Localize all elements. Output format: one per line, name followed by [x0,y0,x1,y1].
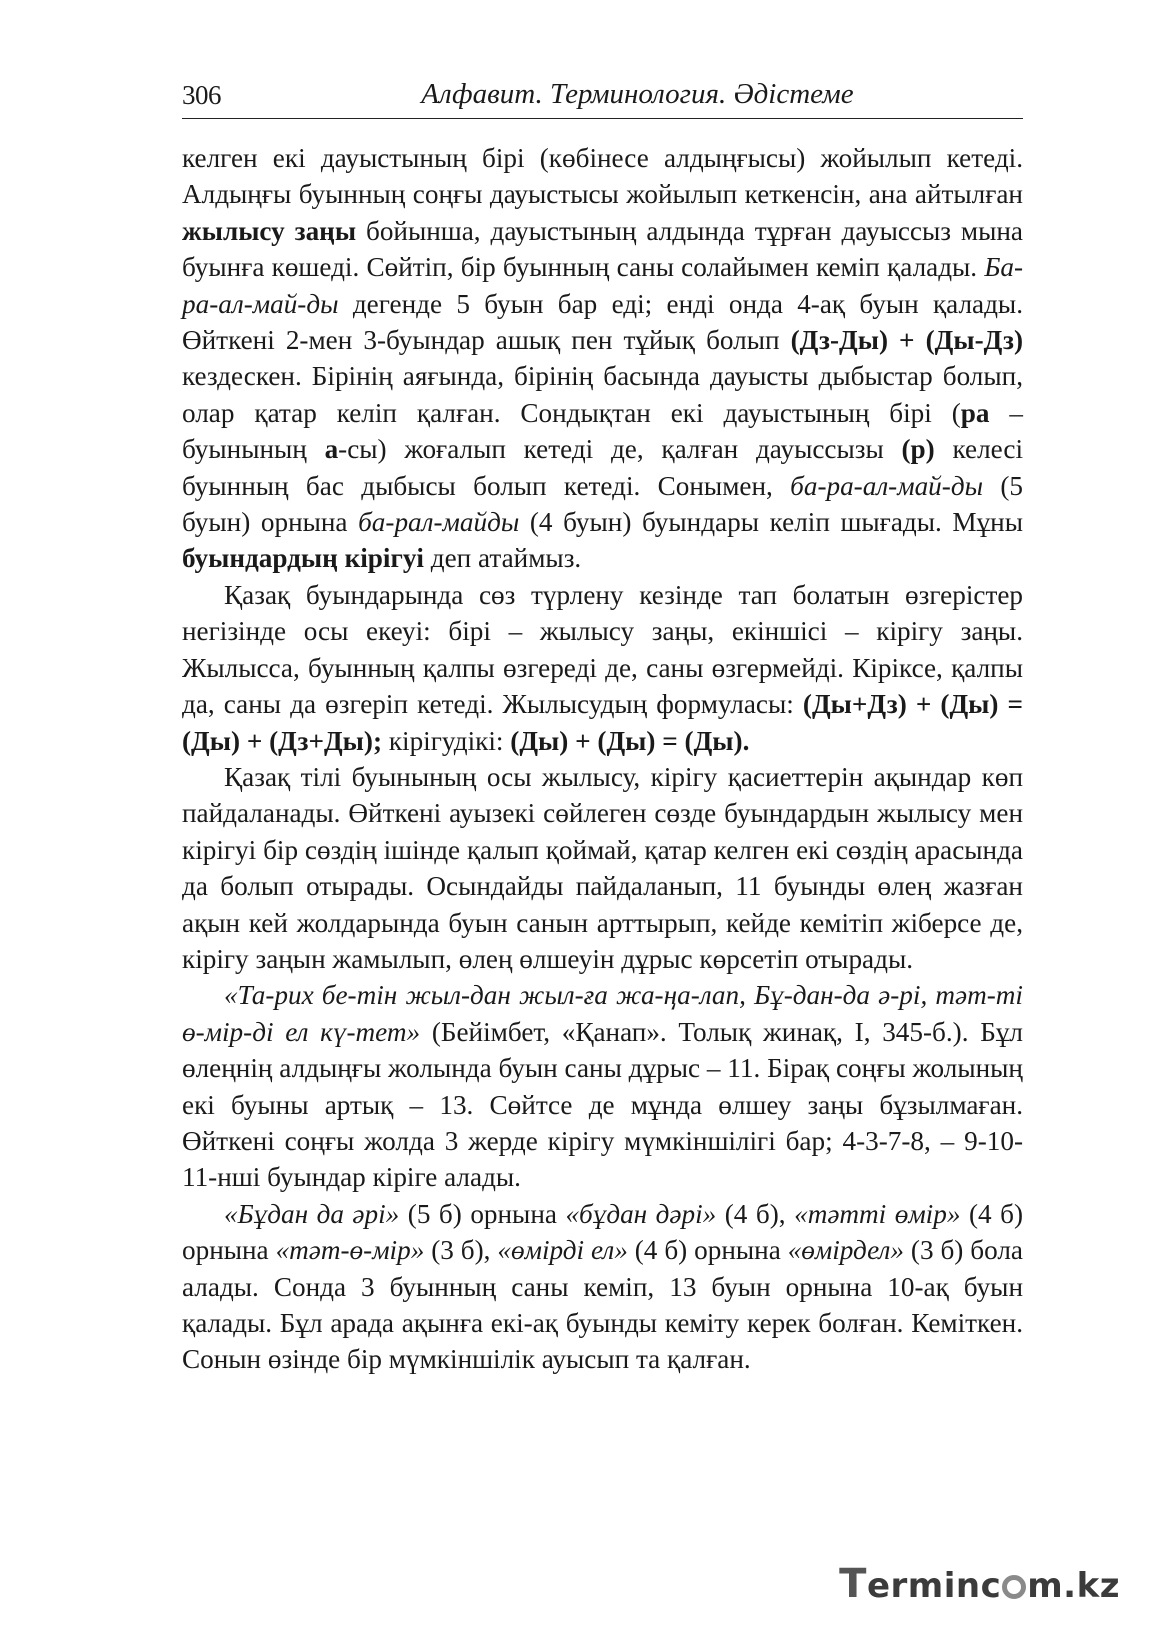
italic-example: ба-ра-ал-май-ды [790,470,983,501]
text-run: келесі буынның бас дыбысы болып кетеді. Сонымен, [182,434,1024,501]
bold-term: (Ды+Дз) + (Ды) = (Ды) + (Дз+Ды); [182,689,1023,756]
text-run: (Бейімбет, «Қанап». Толық жинақ, I, 345-б.). Бұл өлеңнің алдыңғы жолында буын саны дұрыс – 11. Бірақ соңғы жолының екі буыны артық – 13. Сөйтсе де мұнда өлшеу заңы бұзылмаған. Өйткені соңғы жолда 3 жерде кірігу мүмкіншілігі бар; 4-3-7-8, – 9-10-11-нші буындар кіріге алады. [182,1016,1023,1193]
bold-term: (р) [901,434,935,465]
text-run: кірігудікі: [382,725,511,756]
text-run: (3 б), [424,1235,498,1266]
body-text [182,140,1023,1378]
italic-example: «Бұдан да әрі» [224,1198,400,1229]
italic-example: «тәтті өмір» [794,1198,961,1229]
text-run: (5 буын) орнына [182,470,1023,538]
page-header [182,78,1023,119]
bold-term: (Дз-Ды) + (Ды-Дз) [790,325,1024,356]
bold-term: а [324,434,339,465]
italic-example: «тәт-ө-мір» [275,1235,425,1266]
paragraph [182,977,1023,1195]
italic-example: Ба-ра-ал-май-ды [182,252,1023,319]
text-run: (3 б) бола алады. Сонда 3 буынның саны кеміп, 13 буын орнына 10-ақ буын қалады. Бұл арада ақынға екі-ақ буынды кеміту керек болған. Кеміткен. Сонын өзінде бір мүмкіншілік ауысып та қалған. [182,1235,1023,1375]
text-run: кездескен. Бірінің аяғында, бірінің басында дауысты дыбыстар болып, олар қатар келіп қалған. Сондықтан екі дауыстының бірі ( [182,361,1023,428]
paragraph [182,1196,1023,1378]
italic-example: «бұдан дәрі» [565,1198,717,1229]
bold-term: (Ды) + (Ды) = (Ды). [510,725,750,756]
text-run: – буынының [182,397,1024,465]
watermark-t: T [839,1561,867,1607]
running-title: Алфавит. Терминология. Әдістеме [421,78,854,110]
text-run: (4 б), [716,1198,795,1229]
gear-icon [1002,1575,1026,1599]
page-number: 306 [182,80,221,110]
bold-term: буындардың кірігуі [182,543,424,574]
text-run: бойынша, дауыстының алдында тұрған дауыссыз мына буынға көшеді. Сөйтіп, бір буынның саны солайымен кеміп қалады. [182,215,1023,283]
paragraph [182,577,1023,759]
italic-example: «өмірдел» [787,1235,904,1266]
bold-term: жылысу заңы [182,215,357,246]
text-run: дегенде 5 буын бар еді; енді онда 4-ақ буын қалады. Өйткені 2-мен 3-буындар ашық пен тұйық болып [182,288,1023,356]
text-run: деп атаймыз. [423,543,582,574]
site-watermark [839,1561,1120,1607]
text-run: келген екі дауыстының бірі (көбінесе алдыңғысы) жойылып кетеді. Алдыңғы буынның соңғы дауыстысы жойылып кеткенсін, ана айтылған [182,143,1023,210]
italic-example: ба-рал-майды [358,507,520,538]
bold-term: ра [960,397,990,428]
text-run: Қазақ тілі буынының осы жылысу, кірігу қасиеттерін ақындар көп пайдаланады. Өйткені ауызекі сөйлеген сөзде буындардын жылысу мен кірігуі бір сөздің ішінде қалып қоймай, қатар келген екі сөздің арасында да болып отырады. Осындайды пайдаланып, 11 буынды өлең жазған ақын кей жолдарында буын санын арттырып, кейде кемітіп жіберсе де, кірігу заңын жамылып, өлең өлшеуін дұрыс көрсетіп отырады. [182,761,1023,974]
watermark-text-end: m.kz [1027,1566,1120,1606]
italic-example: «Та-рих бе-тін жыл-дан жыл-ға жа-ңа-лап, Бұ-дан-да ә-рі, тәт-ті ө-мір-ді ел кү-тет» [182,980,1023,1047]
text-run: (4 б) орнына [627,1235,788,1266]
text-run: (4 б) орнына [182,1198,1023,1266]
watermark-text-start: erminc [866,1566,1002,1606]
text-run: (5 б) орнына [399,1198,566,1229]
paragraph [182,140,1023,577]
text-run: Қазақ буындарында сөз түрлену кезінде тап болатын өзгерістер негізінде осы екеуі: бірі – жылысу заңы, екіншісі – кірігу заңы. Жылысса, буынның қалпы өзгереді де, саны өзгермейді. Кіріксе, қалпы да, саны да өзгеріп кетеді. Жылысудың формуласы: [182,579,1023,720]
italic-example: «өмірді ел» [497,1235,628,1266]
text-run: -сы) жоғалып кетеді де, қалған дауыссызы [338,434,902,465]
paragraph [182,759,1023,977]
text-run: (4 буын) буындары келіп шығады. Мұны [519,507,1023,538]
